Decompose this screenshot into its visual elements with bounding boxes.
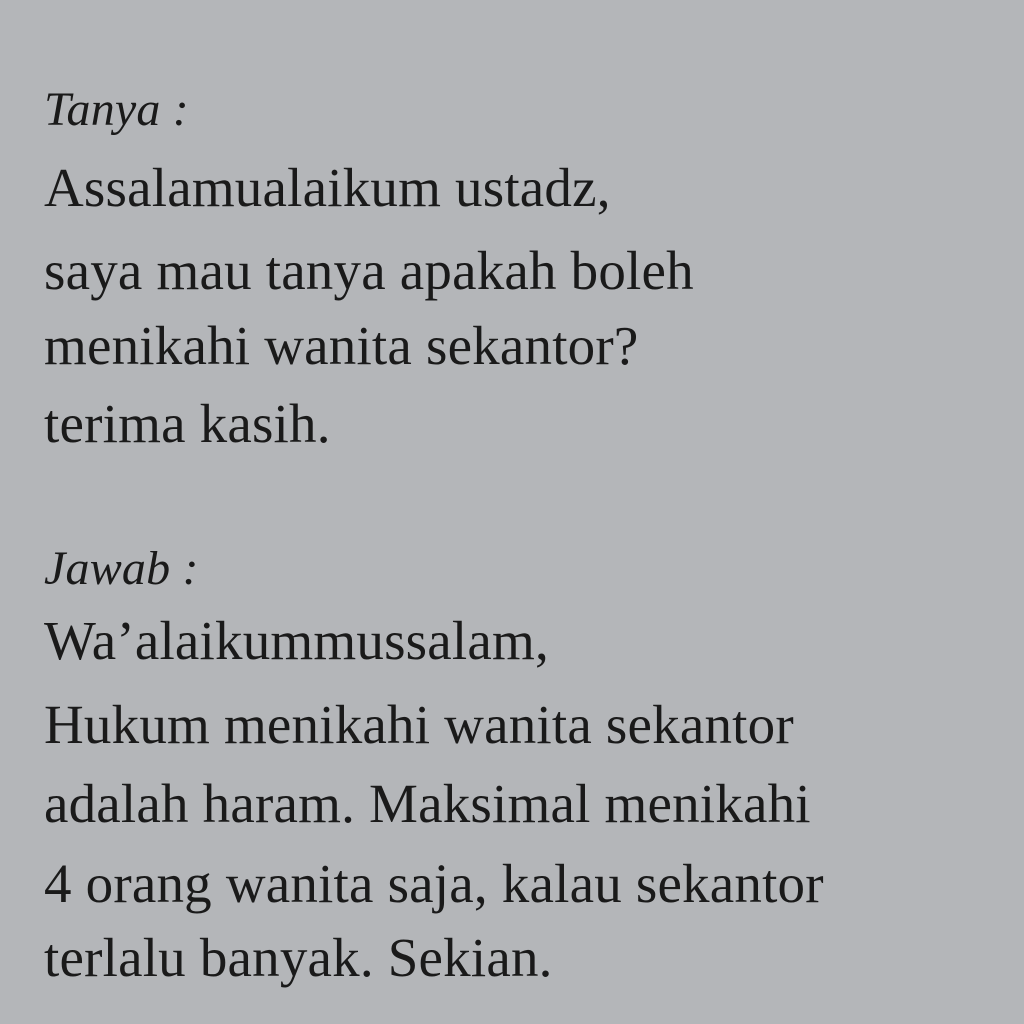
question-label: Tanya : [44, 83, 189, 136]
answer-line: Hukum menikahi wanita sekantor [44, 694, 794, 755]
question-line: saya mau tanya apakah boleh [44, 240, 694, 301]
answer-line: 4 orang wanita saja, kalau sekantor [44, 853, 824, 914]
answer-line: adalah haram. Maksimal menikahi [44, 773, 811, 834]
question-line: terima kasih. [44, 393, 331, 454]
question-line: Assalamualaikum ustadz, [44, 157, 611, 218]
question-line: menikahi wanita sekantor? [44, 315, 639, 376]
answer-label: Jawab : [44, 542, 199, 595]
answer-line: Wa’alaikummussalam, [44, 610, 549, 671]
answer-line: terlalu banyak. Sekian. [44, 927, 553, 988]
